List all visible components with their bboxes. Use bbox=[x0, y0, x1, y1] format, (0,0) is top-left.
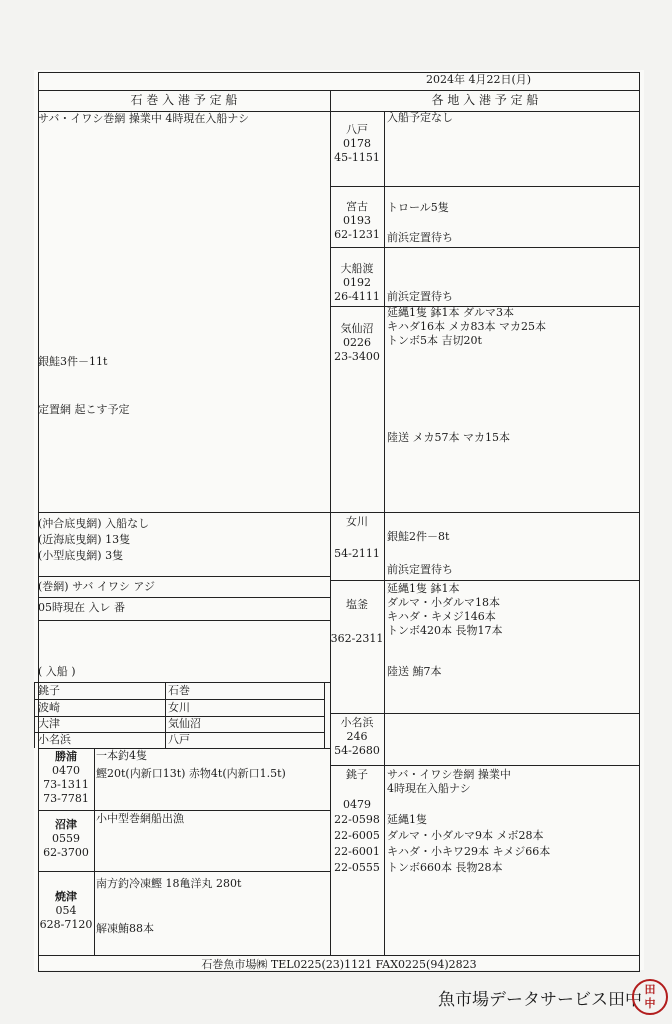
rule-r2 bbox=[330, 247, 640, 248]
port-tel: 22-0598 bbox=[334, 813, 380, 826]
miyako-line2: 前浜定置待ち bbox=[387, 231, 453, 244]
nyusen-header: ( 入船 ) bbox=[38, 665, 76, 678]
rule-r4 bbox=[330, 512, 640, 513]
rule-ny-left bbox=[34, 682, 35, 748]
port-name: 塩釜 bbox=[346, 598, 368, 611]
catch-line: キハダ16本 メカ83本 マカ25本 bbox=[387, 320, 546, 333]
port-miyako bbox=[330, 200, 384, 242]
right-title: 各 地 入 港 予 定 船 bbox=[431, 93, 539, 107]
report-date: 2024年 4月22日(月) bbox=[426, 73, 532, 86]
makiami-status: 05時現在 入レ 番 bbox=[38, 601, 125, 614]
port-tel: 0226 bbox=[343, 336, 371, 349]
port-tel: 0479 bbox=[343, 798, 371, 811]
rule-date bbox=[38, 90, 640, 91]
rule-r1 bbox=[330, 186, 640, 187]
choshi-line2: 4時現在入船ナシ bbox=[387, 782, 471, 795]
rule-ny-right bbox=[324, 682, 325, 748]
trawl-small: (小型底曳網) 3隻 bbox=[38, 549, 124, 562]
port-tel: 054 bbox=[55, 904, 77, 917]
rule-right-name bbox=[384, 111, 385, 955]
port-name: 気仙沼 bbox=[340, 322, 374, 335]
port-hachinohe bbox=[330, 123, 384, 165]
seal-text: 田中 bbox=[644, 983, 656, 1010]
port-tel: 246 bbox=[346, 730, 368, 743]
trawl-offshore: (沖合底曳網) 入船なし bbox=[38, 517, 150, 530]
hachinohe-line1: 入船予定なし bbox=[387, 111, 453, 124]
nyusen-to: 女川 bbox=[168, 701, 190, 714]
nyusen-from: 銚子 bbox=[38, 684, 60, 697]
nyusen-to: 八戸 bbox=[168, 733, 190, 746]
trawl-nearshore: (近海底曳網) 13隻 bbox=[38, 533, 131, 546]
catch-line: トンボ420本 長物17本 bbox=[387, 624, 503, 637]
port-tel: 54-2111 bbox=[334, 547, 380, 560]
makiami-header: (巻網) サバ イワシ アジ bbox=[38, 580, 155, 593]
port-tel: 62-3700 bbox=[43, 846, 89, 859]
rule-ny0 bbox=[34, 682, 324, 683]
port-tel: 73-7781 bbox=[43, 792, 89, 805]
port-onahama bbox=[330, 716, 384, 758]
nyusen-from: 波崎 bbox=[38, 701, 60, 714]
seal-stamp bbox=[632, 979, 668, 1015]
port-name: 焼津 bbox=[55, 890, 77, 903]
rule-r6 bbox=[330, 713, 640, 714]
kesennuma-land: 陸送 メカ57本 マカ15本 bbox=[387, 431, 510, 444]
rule-l2 bbox=[38, 576, 330, 577]
rule-footer bbox=[38, 955, 640, 956]
katsuura-line2: 鰹20t(内新口13t) 赤物4t(内新口1.5t) bbox=[96, 767, 286, 780]
port-tel: 62-1231 bbox=[334, 228, 380, 241]
nyusen-from: 大津 bbox=[38, 717, 60, 730]
ofunato-line1: 前浜定置待ち bbox=[387, 290, 453, 303]
onagawa-line2: 前浜定置待ち bbox=[387, 563, 453, 576]
port-tel: 23-3400 bbox=[334, 350, 380, 363]
catch-line: キハダ・小キワ29本 キメジ66本 bbox=[387, 845, 551, 858]
teichi-line: 定置網 起こす予定 bbox=[38, 403, 130, 416]
port-tel: 0559 bbox=[52, 832, 80, 845]
port-tel: 0193 bbox=[343, 214, 371, 227]
rule-l1 bbox=[38, 512, 330, 513]
miyako-line1: トロール5隻 bbox=[387, 201, 449, 214]
brand-name: 魚市場データサービス田中 bbox=[438, 990, 642, 1010]
rule-l3 bbox=[38, 597, 330, 598]
catch-line: ダルマ・小ダルマ18本 bbox=[387, 596, 500, 609]
kesennuma-catch bbox=[387, 306, 546, 348]
port-tel: 22-6005 bbox=[334, 829, 380, 842]
numazu-line1: 小中型巻網船出漁 bbox=[96, 812, 184, 825]
port-tel: 26-4111 bbox=[334, 290, 380, 303]
nyusen-to: 石巻 bbox=[168, 684, 190, 697]
port-tel: 22-6001 bbox=[334, 845, 380, 858]
port-name: 女川 bbox=[346, 515, 368, 528]
choshi-tels bbox=[330, 812, 384, 876]
catch-line: 延縄1隻 bbox=[387, 813, 427, 826]
port-numazu bbox=[38, 818, 94, 860]
yaizu-line2: 解凍鮪88本 bbox=[96, 922, 154, 935]
choshi-line1: サバ・イワシ巻網 操業中 bbox=[387, 768, 511, 781]
rule-ny1 bbox=[34, 699, 324, 700]
nyusen-from: 小名浜 bbox=[38, 733, 71, 746]
sabai-status: サバ・イワシ巻網 操業中 4時現在入船ナシ bbox=[38, 112, 250, 125]
port-tel: 362-2311 bbox=[330, 632, 384, 645]
shiogama-land: 陸送 鮪7本 bbox=[387, 665, 442, 678]
port-name: 大船渡 bbox=[340, 262, 374, 275]
port-tel: 45-1151 bbox=[334, 151, 380, 164]
catch-line: トンボ660本 長物28本 bbox=[387, 861, 503, 874]
port-tel: 54-2680 bbox=[334, 744, 380, 757]
rule-ny-mid bbox=[165, 682, 166, 748]
port-tel: 0192 bbox=[343, 276, 371, 289]
onagawa-line1: 銀鮭2件－8t bbox=[387, 530, 450, 543]
catch-line: トンボ5本 吉切20t bbox=[387, 334, 482, 347]
port-tel: 22-0555 bbox=[334, 861, 380, 874]
ginsake-line: 銀鮭3件－11t bbox=[38, 355, 108, 368]
katsuura-line1: 一本釣4隻 bbox=[96, 749, 147, 762]
port-ofunato bbox=[330, 262, 384, 304]
port-kesennuma bbox=[330, 322, 384, 364]
port-name: 勝浦 bbox=[55, 750, 77, 763]
rule-l7 bbox=[38, 810, 330, 811]
rule-l6 bbox=[38, 748, 330, 749]
shiogama-catch bbox=[387, 582, 503, 638]
port-tel: 73-1311 bbox=[43, 778, 89, 791]
catch-line: 延縄1隻 鉢1本 ダルマ3本 bbox=[387, 306, 514, 319]
port-katsuura bbox=[38, 750, 94, 806]
rule-left-name bbox=[94, 748, 95, 955]
rule-r7 bbox=[330, 765, 640, 766]
port-tel: 628-7120 bbox=[39, 918, 93, 931]
port-name: 沼津 bbox=[55, 818, 77, 831]
rule-r5 bbox=[330, 580, 640, 581]
left-title: 石 巻 入 港 予 定 船 bbox=[130, 93, 238, 107]
port-yaizu bbox=[38, 890, 94, 932]
catch-line: 延縄1隻 鉢1本 bbox=[387, 582, 460, 595]
port-tel: 0178 bbox=[343, 137, 371, 150]
port-name: 宮古 bbox=[346, 200, 368, 213]
catch-line: キハダ・キメジ146本 bbox=[387, 610, 496, 623]
port-name: 八戸 bbox=[346, 123, 368, 136]
choshi-catch bbox=[387, 812, 550, 876]
yaizu-line1: 南方釣冷凍鰹 18亀洋丸 280t bbox=[96, 877, 242, 890]
catch-line: ダルマ・小ダルマ9本 メボ28本 bbox=[387, 829, 544, 842]
rule-l4 bbox=[38, 620, 330, 621]
port-tel: 0470 bbox=[52, 764, 80, 777]
port-name: 小名浜 bbox=[340, 716, 374, 729]
footer-contact: 石巻魚市場㈱ TEL0225(23)1121 FAX0225(94)2823 bbox=[201, 958, 477, 971]
nyusen-to: 気仙沼 bbox=[168, 717, 201, 730]
port-name: 銚子 bbox=[346, 768, 368, 781]
rule-l8 bbox=[38, 871, 330, 872]
